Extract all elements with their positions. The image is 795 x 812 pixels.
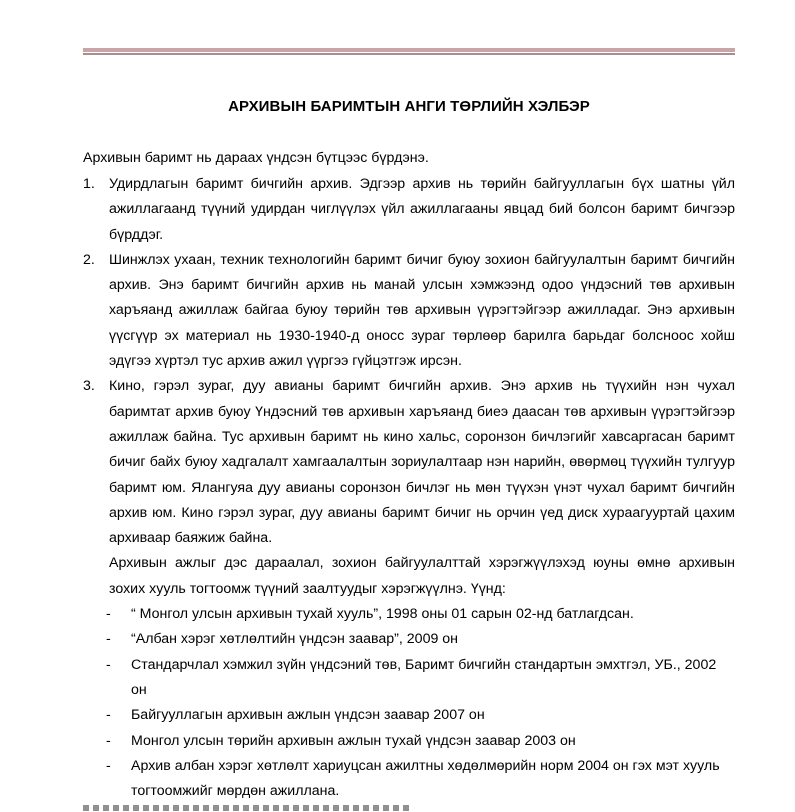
bullet-list [83, 602, 735, 804]
bullet-dash: - [106, 707, 111, 724]
header-rule-thick [83, 48, 735, 52]
list-item-text: Удирдлагын баримт бичгийн архив. Эдгээр архив нь төрийн байгууллагын бүх шатны үйл ажиллагаанд түүний удирдан чиглүүлэх үйл ажиллагааны явцад бий болсон баримт бичгээр бүрддэг. [109, 176, 735, 243]
bullet-text: “ Монгол улсын архивын тухай хууль”, 1998 оны 01 сарын 02-нд батлагдсан. [131, 606, 634, 623]
bullet-item [83, 703, 735, 728]
bullet-text: Монгол улсын төрийн архивын ажлын тухай үндсэн заавар 2003 он [131, 732, 576, 749]
list-item-1 [83, 172, 735, 248]
page-title: АРХИВЫН БАРИМТЫН АНГИ ТӨРЛИЙН ХЭЛБЭР [228, 98, 590, 115]
bullet-dash: - [106, 757, 111, 774]
bullet-item [83, 754, 735, 805]
list-item-2 [83, 248, 735, 374]
list-number: 2. [83, 251, 95, 268]
list-item-text: Шинжлэх ухаан, техник технологийн баримт бичиг буюу зохион байгуулалтын баримт бичгийн архив. Энэ баримт бичгийн архив нь манай улсын хэмжээнд одоо үндэсний төв архивын харъяанд ажиллаж байгаа буюу төрийн төв архивын үүрэгтэйгээр ажилладаг. Энэ архивын үүсгүүр эх материал нь 1930-1940-д оносс зураг төрлөөр барилга барьдаг болсноос хойш эдүгээ хүртэл тус архив ажил үүргээ гүйцэтгэж ирсэн. [109, 251, 735, 370]
list-number: 1. [83, 176, 95, 192]
bullet-dash: - [106, 656, 111, 673]
bullet-item [83, 729, 735, 754]
bullet-item [83, 602, 735, 627]
body-paragraph: Архивын ажлыг дэс дараалал, зохион байгуулалттай хэрэгжүүлэхэд юуны өмнө архивын зохих хууль тогтоомж түүний заалтуудыг хэрэгжүүлнэ. Үүнд: [109, 555, 735, 597]
cut-off-text-line [83, 805, 413, 811]
bullet-text: “Албан хэрэг хөтлөлтийн үндсэн заавар”, 2009 он [131, 631, 459, 648]
bullet-text: Стандарчлал хэмжил зүйн үндсэний төв, Баримт бичгийн стандартын эмхтгэл, УБ., 2002 он [131, 656, 717, 698]
numbered-list [83, 172, 735, 804]
intro-paragraph: Архивын баримт нь дараах үндсэн бүтцээс бүрдэнэ. [83, 150, 429, 166]
header-rule-thin [83, 53, 735, 55]
bullet-text: Архив албан хэрэг хөтлөлт хариуцсан ажилтны хөдөлмөрийн норм 2004 он гэх мэт хууль тогтоомжийг мөрдөн ажиллана. [131, 757, 720, 800]
list-item-3 [83, 374, 735, 551]
list-number: 3. [83, 378, 95, 395]
bullet-dash: - [106, 732, 111, 749]
list-item-text: Кино, гэрэл зураг, дуу авианы баримт бичгийн архив. Энэ архив нь түүхийн нэн чухал баримтат архив буюу Үндэсний төв архивын харъяанд биеэ даасан төв архивын үүрэгтэйгээр ажиллаж байна. Тус архивын баримт нь кино хальс, соронзон бичлэгийг хавсаргасан баримт бичиг байх буюу хадгалалт хамгаалалтын зориулалтаар нэн нарийн, өвөрмөц түүхийн тулгуур баримт юм. Ялангуяа дуу авианы соронзон бичлэг нь мөн түүхэн үнэт чухал баримт бичгийн архив юм. Кино гэрэл зураг, дуу авианы баримт бичиг нь орчин үед диск хураагууртай цахим архиваар баяжиж байна. [109, 378, 735, 547]
bullet-dash: - [106, 631, 111, 648]
bullet-item [83, 653, 735, 704]
bullet-text: Байгууллагын архивын ажлын үндсэн заавар 2007 он [131, 707, 485, 724]
bullet-item [83, 627, 735, 652]
bullet-dash: - [106, 606, 111, 623]
